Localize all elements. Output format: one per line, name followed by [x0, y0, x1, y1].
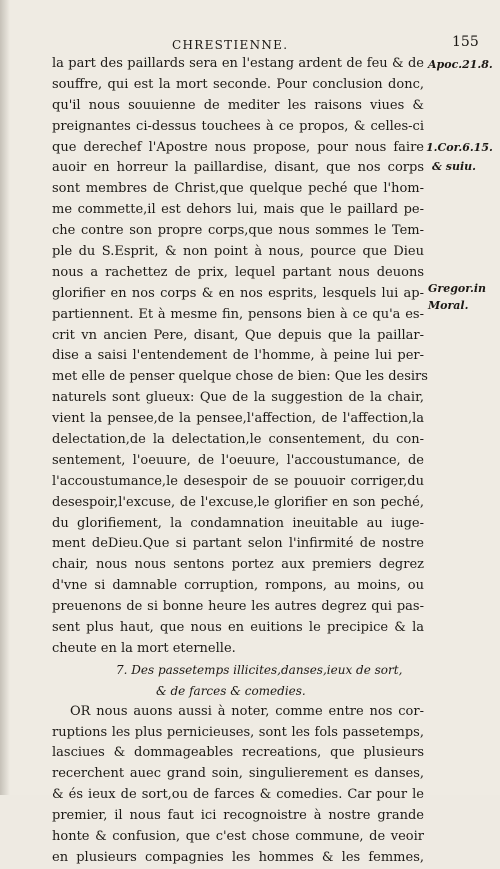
- section-text-line: honte & confusion, que c'est chose commune, de veoir: [52, 828, 424, 844]
- section-text-line: premier, il nous faut ici recognoistre à nostre grande: [52, 808, 424, 824]
- main-text-block: [52, 54, 428, 869]
- text-line: chair, nous nous sentons portez aux premiers degrez: [52, 557, 424, 573]
- text-line: preignantes ci-dessus touchees à ce propos, & celles-ci: [52, 118, 424, 134]
- text-line: la part des paillards sera en l'estang ardent de feu & de: [52, 56, 424, 71]
- margin-note-gregor-cont: Moral.: [428, 299, 469, 312]
- text-line: du glorifiement, la condamnation ineuitable au iuge-: [52, 515, 424, 531]
- text-line: me commette,il est dehors lui, mais que le paillard pe-: [52, 202, 424, 218]
- section-text-line: & és ieux de sort,ou de farces & comedies. Car pour le: [52, 787, 424, 803]
- text-line: delectation,de la delectation,le consentement, du con-: [52, 432, 424, 448]
- section-heading: 7. Des passetemps illicites,danses,ieux de sort,: [116, 662, 403, 677]
- section-text-line: en plusieurs compagnies les hommes & les femmes,: [52, 849, 424, 865]
- text-line: auoir en horreur la paillardise, disant, que nos corps: [52, 160, 424, 176]
- section-text-line: OR nous auons aussi à noter, comme entre nos cor-: [70, 703, 424, 719]
- margin-note-gregor: Gregor.in: [428, 282, 487, 295]
- text-line: crit vn ancien Pere, disant, Que depuis que la paillar-: [52, 327, 424, 343]
- page-gutter-shadow: [0, 0, 10, 795]
- text-line: sent plus haut, que nous en euitions le precipice & la: [52, 620, 424, 636]
- text-line: d'vne si damnable corruption, rompons, au moins, ou: [52, 578, 424, 594]
- section-text-line: ruptions les plus pernicieuses, sont les fols passetemps,: [52, 724, 424, 740]
- text-line: sentement, l'oeuure, de l'oeuure, l'accoustumance, de: [52, 452, 424, 468]
- text-line: partiennent. Et à mesme fin, pensons bien à ce qu'a es-: [52, 306, 424, 322]
- section-heading-cont: & de farces & comedies.: [156, 683, 306, 698]
- text-line: sont membres de Christ,que quelque peché que l'hom-: [52, 181, 424, 197]
- page-number: 155: [452, 34, 479, 50]
- text-line: ple du S.Esprit, & non point à nous, pource que Dieu: [52, 244, 424, 260]
- text-line: desespoir,l'excuse, de l'excuse,le glorifier en son peché,: [52, 494, 424, 510]
- margin-note-cor-cont: & suiu.: [432, 160, 476, 173]
- text-line: que derechef l'Apostre nous propose, pour nous faire: [52, 139, 424, 155]
- text-line: naturels sont glueux: Que de la suggestion de la chair,: [52, 390, 424, 406]
- margin-note-cor: 1.Cor.6.15.: [426, 141, 493, 154]
- section-text-line: recerchent auec grand soin, singulierement es danses,: [52, 766, 424, 782]
- text-line: vient la pensee,de la pensee,l'affection, de l'affection,la: [52, 411, 424, 427]
- text-line: met elle de penser quelque chose de bien: Que les desirs: [52, 369, 428, 385]
- running-head: CHRESTIENNE.: [172, 38, 289, 52]
- text-line: preuenons de si bonne heure les autres degrez qui pas-: [52, 599, 424, 615]
- text-line: ment deDieu.Que si partant selon l'infirmité de nostre: [52, 536, 424, 552]
- text-line: dise a saisi l'entendement de l'homme, à peine lui per-: [52, 348, 424, 364]
- text-line: glorifier en nos corps & en nos esprits, lesquels lui ap-: [52, 285, 424, 301]
- text-line: l'accoustumance,le desespoir de se pouuoir corriger,du: [52, 473, 424, 489]
- text-line: qu'il nous souuienne de mediter les raisons viues &: [52, 97, 424, 113]
- section-text-line: lasciues & dommageables recreations, que plusieurs: [52, 745, 424, 761]
- margin-note-apoc: Apoc.21.8.: [428, 58, 493, 71]
- text-line-last: cheute en la mort eternelle.: [52, 640, 236, 656]
- text-line: nous a rachettez de prix, lequel partant nous deuons: [52, 264, 424, 280]
- text-line: che contre son propre corps,que nous sommes le Tem-: [52, 223, 424, 239]
- text-line: souffre, qui est la mort seconde. Pour conclusion donc,: [52, 76, 424, 92]
